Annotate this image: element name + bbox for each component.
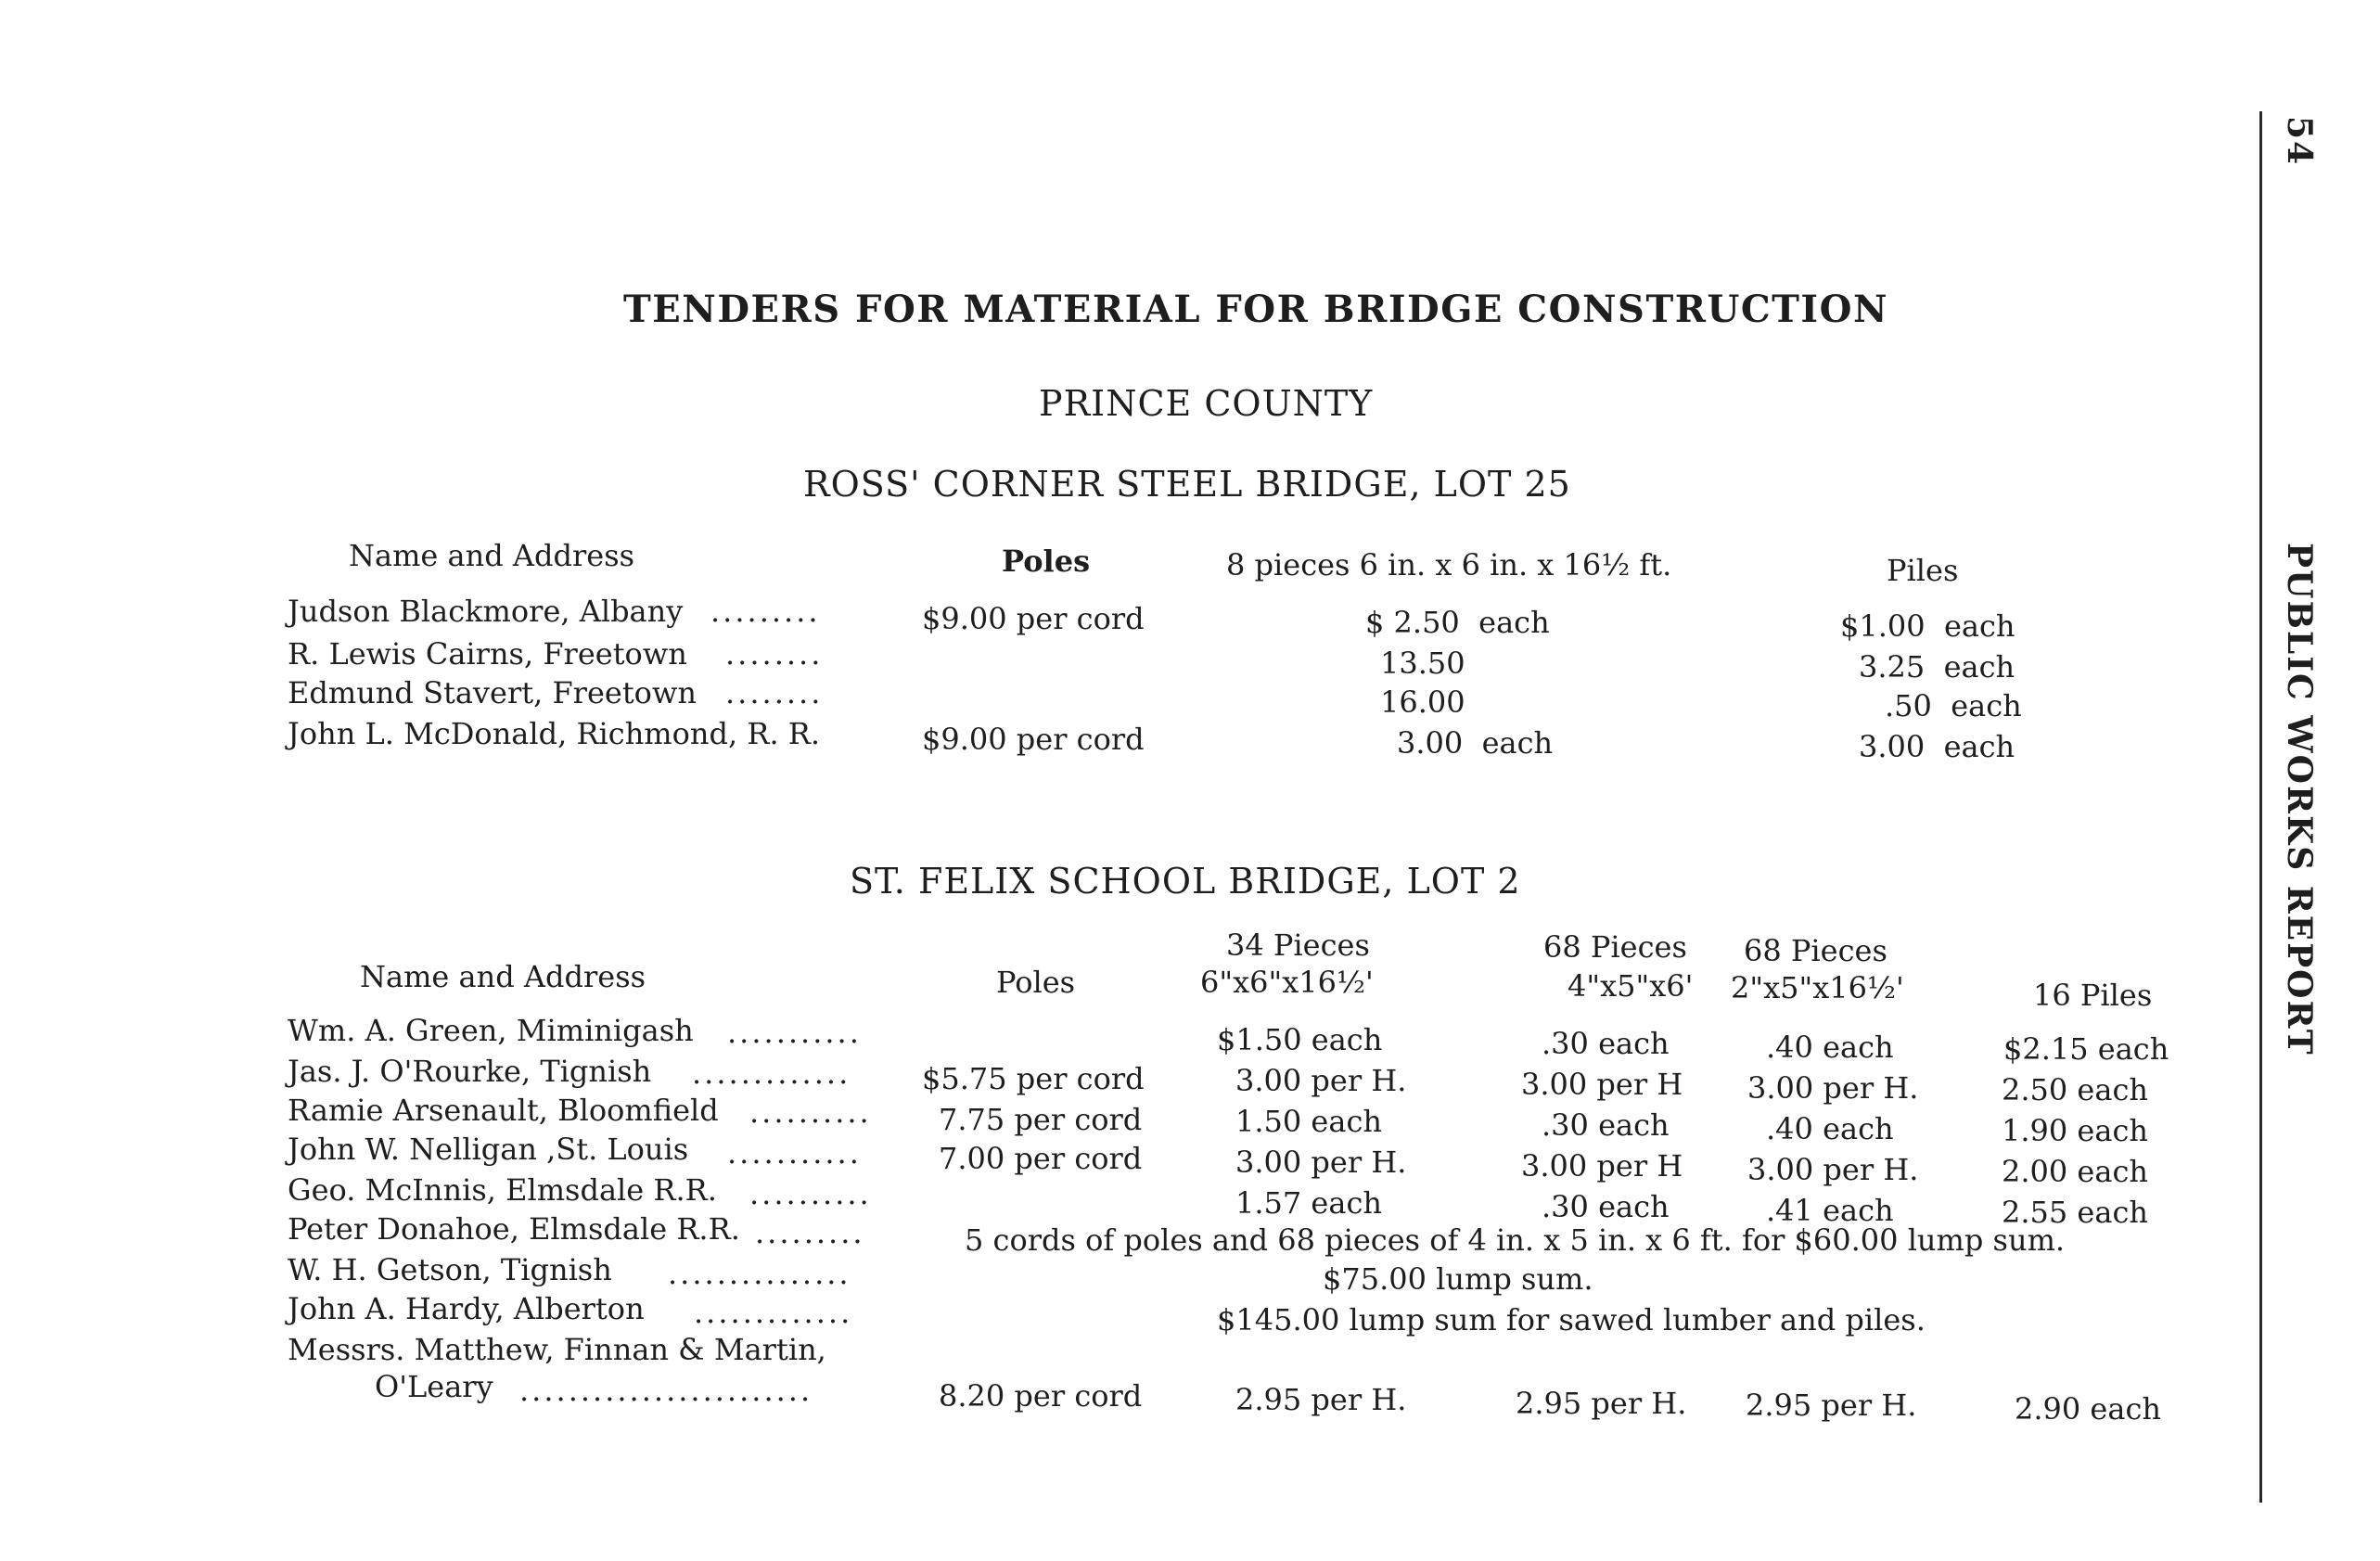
section2-row-a: $1.50 each: [1217, 1022, 1383, 1057]
section1-heading: ROSS' CORNER STEEL BRIDGE, LOT 25: [803, 464, 1571, 505]
leader-dots: .............: [692, 1056, 851, 1091]
leader-dots: ........................: [519, 1373, 813, 1408]
leader-dots: ........: [725, 675, 824, 710]
page-edge-rule: [2259, 111, 2262, 1503]
section2-heading: ST. FELIX SCHOOL BRIDGE, LOT 2: [850, 861, 1521, 902]
leader-dots: ...........: [727, 1015, 862, 1050]
section2-row-poles: $5.75 per cord: [922, 1061, 1145, 1096]
section2-row-a: 1.50 each: [1235, 1104, 1382, 1139]
section2-last-poles: 8.20 per cord: [939, 1378, 1143, 1414]
section2-row-c: .40 each: [1766, 1030, 1894, 1065]
section2-row-b: 3.00 per H: [1521, 1067, 1683, 1102]
section1-row-pieces: 3.00 each: [1397, 725, 1554, 761]
section2-lump-name: John A. Hardy, Alberton: [288, 1291, 645, 1326]
section1-row-poles: $9.00 per cord: [922, 722, 1145, 757]
section2-row-name: Geo. McInnis, Elmsdale R.R.: [288, 1172, 717, 1208]
leader-dots: ...........: [727, 1135, 862, 1171]
section1-row-piles: 3.00 each: [1859, 729, 2015, 764]
section1-row-piles: 3.25 each: [1859, 649, 2015, 685]
section2-row-a: 3.00 per H.: [1235, 1145, 1407, 1180]
section2-col-c1: 68 Pieces: [1744, 933, 1887, 968]
leader-dots: .............: [694, 1295, 853, 1330]
section2-row-d: 2.00 each: [2002, 1154, 2148, 1189]
section1-row-name: Judson Blackmore, Albany: [288, 594, 684, 629]
section1-row-poles: $9.00 per cord: [922, 601, 1145, 636]
page-number: 54: [2280, 116, 2319, 167]
section1-col-name: Name and Address: [349, 538, 635, 573]
section2-col-b2: 4"x5"x6': [1567, 968, 1694, 1004]
section2-row-poles: 7.75 per cord: [939, 1102, 1143, 1137]
section2-col-b1: 68 Pieces: [1543, 929, 1687, 965]
section1-row-pieces: 16.00: [1380, 685, 1465, 720]
section1-row-piles: .50 each: [1885, 688, 2022, 723]
section2-last-name-line2: O'Leary: [375, 1369, 493, 1404]
section1-row-name: John L. McDonald, Richmond, R. R.: [288, 716, 821, 751]
leader-dots: .........: [755, 1215, 865, 1250]
section1-col-piles: Piles: [1887, 553, 1959, 588]
leader-dots: ...............: [668, 1256, 851, 1291]
county-heading: PRINCE COUNTY: [1039, 383, 1374, 424]
section2-row-c: .41 each: [1766, 1193, 1894, 1228]
section2-lump-text: $145.00 lump sum for sawed lumber and piles.: [1217, 1302, 1926, 1337]
leader-dots: ........: [725, 636, 824, 672]
section2-row-name: Jas. J. O'Rourke, Tignish: [288, 1054, 652, 1089]
section2-last-b: 2.95 per H.: [1516, 1386, 1687, 1421]
section2-last-a: 2.95 per H.: [1235, 1382, 1407, 1417]
section2-row-d: 2.50 each: [2002, 1072, 2148, 1107]
section2-last-d: 2.90 each: [2015, 1391, 2161, 1427]
section2-row-a: 1.57 each: [1235, 1185, 1382, 1221]
section2-lump-name: W. H. Getson, Tignish: [288, 1252, 612, 1287]
section2-col-a1: 34 Pieces: [1226, 928, 1370, 963]
section2-lump-name: Peter Donahoe, Elmsdale R.R.: [288, 1211, 740, 1247]
section2-col-poles: Poles: [996, 965, 1076, 1000]
section2-row-b: .30 each: [1542, 1026, 1670, 1061]
section2-col-name: Name and Address: [360, 959, 646, 994]
section2-row-c: 3.00 per H.: [1747, 1070, 1919, 1106]
section1-col-poles: Poles: [1002, 544, 1091, 579]
section2-row-b: 3.00 per H: [1521, 1148, 1683, 1184]
section2-last-c: 2.95 per H.: [1746, 1388, 1917, 1423]
section1-row-pieces: $ 2.50 each: [1365, 605, 1550, 640]
section2-last-name-line1: Messrs. Matthew, Finnan & Martin,: [288, 1332, 826, 1367]
leader-dots: ..........: [749, 1176, 872, 1211]
leader-dots: ..........: [749, 1094, 872, 1130]
section2-lump-text: $75.00 lump sum.: [1323, 1261, 1593, 1297]
section2-col-a2: 6"x6"x16½': [1200, 965, 1374, 1000]
running-head: PUBLIC WORKS REPORT: [2280, 543, 2319, 1056]
section2-row-a: 3.00 per H.: [1235, 1063, 1407, 1098]
leader-dots: .........: [710, 594, 821, 629]
section2-lump-text: 5 cords of poles and 68 pieces of 4 in. x 5 in. x 6 ft. for $60.00 lump sum.: [965, 1222, 2066, 1258]
section2-row-name: John W. Nelligan ,St. Louis: [288, 1132, 689, 1167]
section2-row-poles: 7.00 per cord: [939, 1141, 1143, 1176]
section1-row-name: Edmund Stavert, Freetown: [288, 675, 697, 710]
section2-row-c: .40 each: [1766, 1111, 1894, 1146]
section2-row-b: .30 each: [1542, 1189, 1670, 1224]
section1-row-piles: $1.00 each: [1840, 608, 2015, 644]
section2-row-name: Ramie Arsenault, Bloomfield: [288, 1093, 719, 1128]
section2-row-d: $2.15 each: [2003, 1031, 2169, 1067]
section2-row-d: 1.90 each: [2002, 1113, 2148, 1148]
section1-row-pieces: 13.50: [1380, 646, 1465, 681]
section2-col-d: 16 Piles: [2033, 978, 2153, 1013]
section1-col-pieces: 8 pieces 6 in. x 6 in. x 16½ ft.: [1226, 547, 1672, 582]
section2-row-b: .30 each: [1542, 1107, 1670, 1143]
section2-row-d: 2.55 each: [2002, 1195, 2148, 1230]
section1-row-name: R. Lewis Cairns, Freetown: [288, 636, 687, 672]
section2-col-c2: 2"x5"x16½': [1731, 970, 1904, 1005]
section2-row-name: Wm. A. Green, Miminigash: [288, 1013, 694, 1048]
section2-row-c: 3.00 per H.: [1747, 1152, 1919, 1187]
page-title: TENDERS FOR MATERIAL FOR BRIDGE CONSTRUCTION: [623, 288, 1889, 331]
